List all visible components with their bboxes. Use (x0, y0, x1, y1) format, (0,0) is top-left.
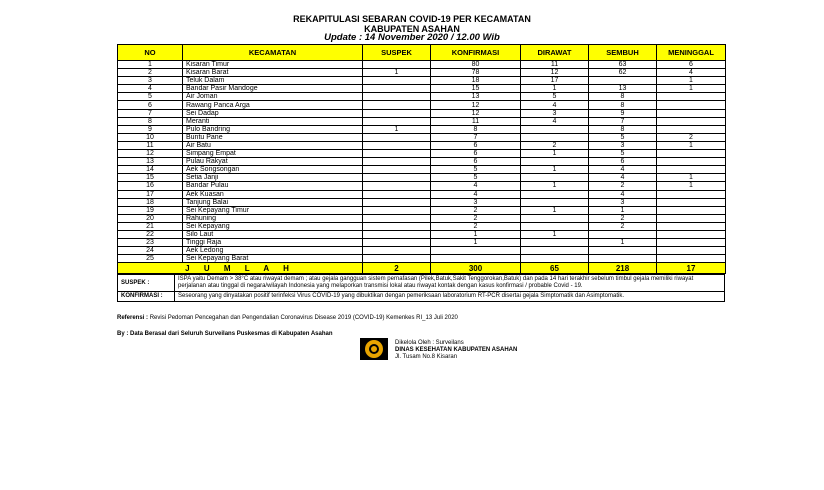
table-cell: Simpang Empat (183, 150, 363, 158)
table-cell (363, 61, 431, 69)
table-cell: 2 (521, 141, 589, 149)
total-row (118, 263, 726, 274)
table-cell: 18 (431, 77, 521, 85)
table-cell: 21 (118, 222, 183, 230)
table-cell: 3 (589, 141, 657, 149)
reference-text: Revisi Pedoman Pencegahan dan Pengendalian Coronavirus Disease 2019 (COVID-19) Kemenkes RI_13 Juli 2020 (149, 315, 458, 321)
table-cell: 1 (657, 174, 726, 182)
table-cell (363, 133, 431, 141)
column-header: SEMBUH (589, 45, 657, 61)
table-cell (657, 109, 726, 117)
total-sembuh: 218 (589, 263, 657, 274)
table-cell: 4 (431, 182, 521, 190)
table-cell (363, 166, 431, 174)
table-cell: Pulau Rakyat (183, 158, 363, 166)
table-row (118, 239, 726, 247)
table-cell (363, 117, 431, 125)
table-cell (363, 222, 431, 230)
table-cell (657, 101, 726, 109)
table-row (118, 133, 726, 141)
agency-address: Jl. Tusam No.8 Kisaran (395, 354, 458, 360)
table-cell (521, 255, 589, 263)
column-header: DIRAWAT (521, 45, 589, 61)
table-cell (363, 230, 431, 238)
table-cell: Air Batu (183, 141, 363, 149)
table-cell: 13 (431, 93, 521, 101)
update-timestamp: Update : 14 November 2020 / 12.00 Wib (324, 32, 500, 43)
table-cell (363, 77, 431, 85)
table-cell: 4 (521, 101, 589, 109)
table-cell: 3 (431, 198, 521, 206)
table-cell (657, 239, 726, 247)
table-cell: 3 (521, 109, 589, 117)
column-header: NO (118, 45, 183, 61)
table-cell: 1 (521, 85, 589, 93)
konfirmasi-definition-text: Seseorang yang dinyatakan positif terinfeksi Virus COVID-19 yang dibuktikan dengan pemeriksaan laboratorium RT-PCR disertai gejala Simptomatik dan Asimptomatik. (175, 292, 725, 302)
table-cell (363, 109, 431, 117)
table-cell: 8 (118, 117, 183, 125)
table-cell (363, 150, 431, 158)
table-cell (521, 222, 589, 230)
table-cell: 1 (589, 239, 657, 247)
table-row (118, 109, 726, 117)
table-cell: 4 (589, 166, 657, 174)
table-cell: 13 (118, 158, 183, 166)
table-cell: 7 (589, 117, 657, 125)
table-cell: 2 (431, 206, 521, 214)
table-cell: Kisaran Barat (183, 69, 363, 77)
table-cell: 4 (589, 190, 657, 198)
table-cell (363, 101, 431, 109)
table-cell: 23 (118, 239, 183, 247)
konfirmasi-definition-key: KONFIRMASI : (118, 292, 175, 302)
table-cell: Buntu Pane (183, 133, 363, 141)
report-subtitle: KABUPATEN ASAHAN (364, 24, 460, 34)
definition-row (118, 275, 725, 292)
table-cell (431, 255, 521, 263)
table-cell: 13 (589, 85, 657, 93)
table-row (118, 117, 726, 125)
table-cell (657, 158, 726, 166)
table-cell: 8 (589, 101, 657, 109)
table-cell: 6 (657, 61, 726, 69)
table-cell: 7 (431, 133, 521, 141)
table-cell (431, 247, 521, 255)
table-cell: 7 (118, 109, 183, 117)
table-cell: 5 (431, 174, 521, 182)
table-row (118, 101, 726, 109)
table-cell (521, 125, 589, 133)
table-row (118, 93, 726, 101)
table-row (118, 222, 726, 230)
table-cell: Aek Ledong (183, 247, 363, 255)
table-cell: Sei Kepayang Timur (183, 206, 363, 214)
table-cell: 3 (589, 198, 657, 206)
table-cell (363, 239, 431, 247)
table-cell: Rahuning (183, 214, 363, 222)
table-cell: 5 (431, 166, 521, 174)
table-cell (657, 166, 726, 174)
table-cell (657, 255, 726, 263)
table-cell: 4 (521, 117, 589, 125)
table-cell: Aek Songsongan (183, 166, 363, 174)
table-cell: 1 (431, 230, 521, 238)
table-cell (657, 150, 726, 158)
table-cell: Sei Kepayang (183, 222, 363, 230)
table-row (118, 247, 726, 255)
total-konfirmasi: 300 (431, 263, 521, 274)
table-cell: 12 (431, 109, 521, 117)
table-cell: 8 (431, 125, 521, 133)
total-suspek: 2 (363, 263, 431, 274)
table-cell (363, 247, 431, 255)
agency-name: DINAS KESEHATAN KABUPATEN ASAHAN (395, 347, 518, 353)
table-cell: 19 (118, 206, 183, 214)
rekap-table (117, 44, 726, 274)
table-cell: 1 (521, 182, 589, 190)
table-cell (589, 230, 657, 238)
table-cell: 1 (657, 141, 726, 149)
table-cell (657, 117, 726, 125)
table-cell: 1 (431, 239, 521, 247)
table-row (118, 214, 726, 222)
table-cell (657, 93, 726, 101)
table-cell (521, 133, 589, 141)
table-cell (657, 190, 726, 198)
table-cell (657, 198, 726, 206)
table-cell: Meranti (183, 117, 363, 125)
table-cell: 17 (521, 77, 589, 85)
table-cell: Rawang Panca Arga (183, 101, 363, 109)
column-header: MENINGGAL (657, 45, 726, 61)
table-cell: 2 (431, 214, 521, 222)
table-cell: 1 (589, 206, 657, 214)
table-cell (657, 222, 726, 230)
table-cell: Pulo Bandring (183, 125, 363, 133)
table-row (118, 77, 726, 85)
table-cell: 5 (589, 133, 657, 141)
table-cell: 2 (589, 222, 657, 230)
table-cell: 62 (589, 69, 657, 77)
suspek-definition-text: ISPA yaitu Demam > 38°C atau riwayat demam ; atau gejala gangguan sistem pernafasan (Pilek,Batuk,Sakit Tenggorokan,Batuk) dan pada 14 hari terakhir sebelum timbul gejala memiliki riwayat perjalanan atau tinggal di negara/wilayah Indonesia yang melaporkan transmisi lokal atau riwayat kontak dengan kasus konfirmasi / probable Covid - 19. (175, 275, 725, 292)
table-cell (363, 198, 431, 206)
table-cell: 5 (118, 93, 183, 101)
table-row (118, 182, 726, 190)
table-cell (657, 206, 726, 214)
reference-label: Referensi : (117, 315, 149, 321)
table-cell: 8 (589, 125, 657, 133)
table-cell: Sei Dadap (183, 109, 363, 117)
total-meninggal: 17 (657, 263, 726, 274)
dinkes-logo-icon (360, 338, 388, 360)
table-cell: 15 (118, 174, 183, 182)
table-cell: 2 (657, 133, 726, 141)
table-cell: 1 (363, 125, 431, 133)
table-row (118, 85, 726, 93)
table-cell (363, 182, 431, 190)
managed-by-label: Dikelola Oleh : Surveilans (395, 340, 464, 346)
table-cell: 6 (431, 141, 521, 149)
table-cell: Air Joman (183, 93, 363, 101)
table-cell (363, 174, 431, 182)
table-cell (657, 214, 726, 222)
data-source-note: By : Data Berasal dari Seluruh Surveilans Puskesmas di Kabupaten Asahan (117, 331, 333, 337)
table-row (118, 174, 726, 182)
table-cell: 4 (118, 85, 183, 93)
table-cell (521, 198, 589, 206)
table-cell: 1 (521, 206, 589, 214)
reference-note (117, 315, 458, 322)
table-cell (521, 247, 589, 255)
table-cell: 80 (431, 61, 521, 69)
total-label: J U M L A H (118, 263, 363, 274)
table-cell: 1 (118, 61, 183, 69)
table-cell: 25 (118, 255, 183, 263)
table-cell: 4 (431, 190, 521, 198)
table-row (118, 206, 726, 214)
total-dirawat: 65 (521, 263, 589, 274)
table-cell (657, 230, 726, 238)
table-cell: 6 (431, 150, 521, 158)
definition-row (118, 292, 725, 302)
table-cell (363, 206, 431, 214)
table-row (118, 150, 726, 158)
table-cell: 9 (589, 109, 657, 117)
table-cell: Teluk Dalam (183, 77, 363, 85)
table-cell: Silo Laut (183, 230, 363, 238)
table-cell: 6 (589, 158, 657, 166)
table-cell: 1 (363, 69, 431, 77)
table-cell: 22 (118, 230, 183, 238)
table-cell: 78 (431, 69, 521, 77)
table-cell: 11 (521, 61, 589, 69)
table-cell: 2 (589, 214, 657, 222)
table-cell: 18 (118, 198, 183, 206)
table-cell: 2 (431, 222, 521, 230)
table-cell: Bandar Pulau (183, 182, 363, 190)
table-cell: 1 (521, 166, 589, 174)
table-cell (521, 174, 589, 182)
table-cell (363, 141, 431, 149)
table-cell: 10 (118, 133, 183, 141)
table-cell (589, 77, 657, 85)
report-title: REKAPITULASI SEBARAN COVID-19 PER KECAMATAN (293, 14, 531, 24)
table-cell: 5 (521, 93, 589, 101)
table-cell: 6 (431, 158, 521, 166)
table-cell (363, 190, 431, 198)
table-cell: 24 (118, 247, 183, 255)
table-cell: 4 (657, 69, 726, 77)
table-cell: 1 (657, 85, 726, 93)
table-cell: 1 (657, 182, 726, 190)
table-cell: Setia Janji (183, 174, 363, 182)
table-cell: 11 (118, 141, 183, 149)
table-cell: Aek Kuasan (183, 190, 363, 198)
table-cell: 63 (589, 61, 657, 69)
table-cell (521, 214, 589, 222)
table-cell: 16 (118, 182, 183, 190)
table-cell (521, 190, 589, 198)
table-row (118, 125, 726, 133)
table-row (118, 141, 726, 149)
table-cell: 2 (118, 69, 183, 77)
table-cell: 9 (118, 125, 183, 133)
table-cell (589, 247, 657, 255)
table-cell: 12 (431, 101, 521, 109)
table-cell: 6 (118, 101, 183, 109)
table-cell (521, 158, 589, 166)
table-cell (657, 247, 726, 255)
suspek-definition-key: SUSPEK : (118, 275, 175, 292)
table-cell: 12 (118, 150, 183, 158)
table-row (118, 255, 726, 263)
table-row (118, 230, 726, 238)
table-cell: 1 (521, 230, 589, 238)
table-cell (589, 255, 657, 263)
table-cell: 4 (589, 174, 657, 182)
column-header: KONFIRMASI (431, 45, 521, 61)
table-cell: Tinggi Raja (183, 239, 363, 247)
table-row (118, 61, 726, 69)
table-cell: 1 (521, 150, 589, 158)
definitions-table (117, 274, 725, 302)
table-cell: 17 (118, 190, 183, 198)
table-cell: 11 (431, 117, 521, 125)
signature-block (395, 340, 517, 361)
table-cell (363, 93, 431, 101)
table-cell: 15 (431, 85, 521, 93)
table-cell: Tanjung Balai (183, 198, 363, 206)
table-cell (363, 255, 431, 263)
table-row (118, 166, 726, 174)
table-cell (363, 214, 431, 222)
table-cell: 1 (657, 77, 726, 85)
table-row (118, 198, 726, 206)
table-cell: Sei Kepayang Barat (183, 255, 363, 263)
table-cell: 2 (589, 182, 657, 190)
column-header: SUSPEK (363, 45, 431, 61)
table-cell: Kisaran Timur (183, 61, 363, 69)
table-cell: 8 (589, 93, 657, 101)
table-cell: Bandar Pasir Mandoge (183, 85, 363, 93)
column-header: KECAMATAN (183, 45, 363, 61)
table-cell: 14 (118, 166, 183, 174)
table-cell (363, 85, 431, 93)
table-cell (363, 158, 431, 166)
table-row (118, 190, 726, 198)
table-cell: 3 (118, 77, 183, 85)
table-cell: 20 (118, 214, 183, 222)
table-row (118, 69, 726, 77)
table-cell: 5 (589, 150, 657, 158)
table-row (118, 158, 726, 166)
table-cell (657, 125, 726, 133)
table-cell (521, 239, 589, 247)
table-header-row (118, 45, 726, 61)
table-cell: 12 (521, 69, 589, 77)
